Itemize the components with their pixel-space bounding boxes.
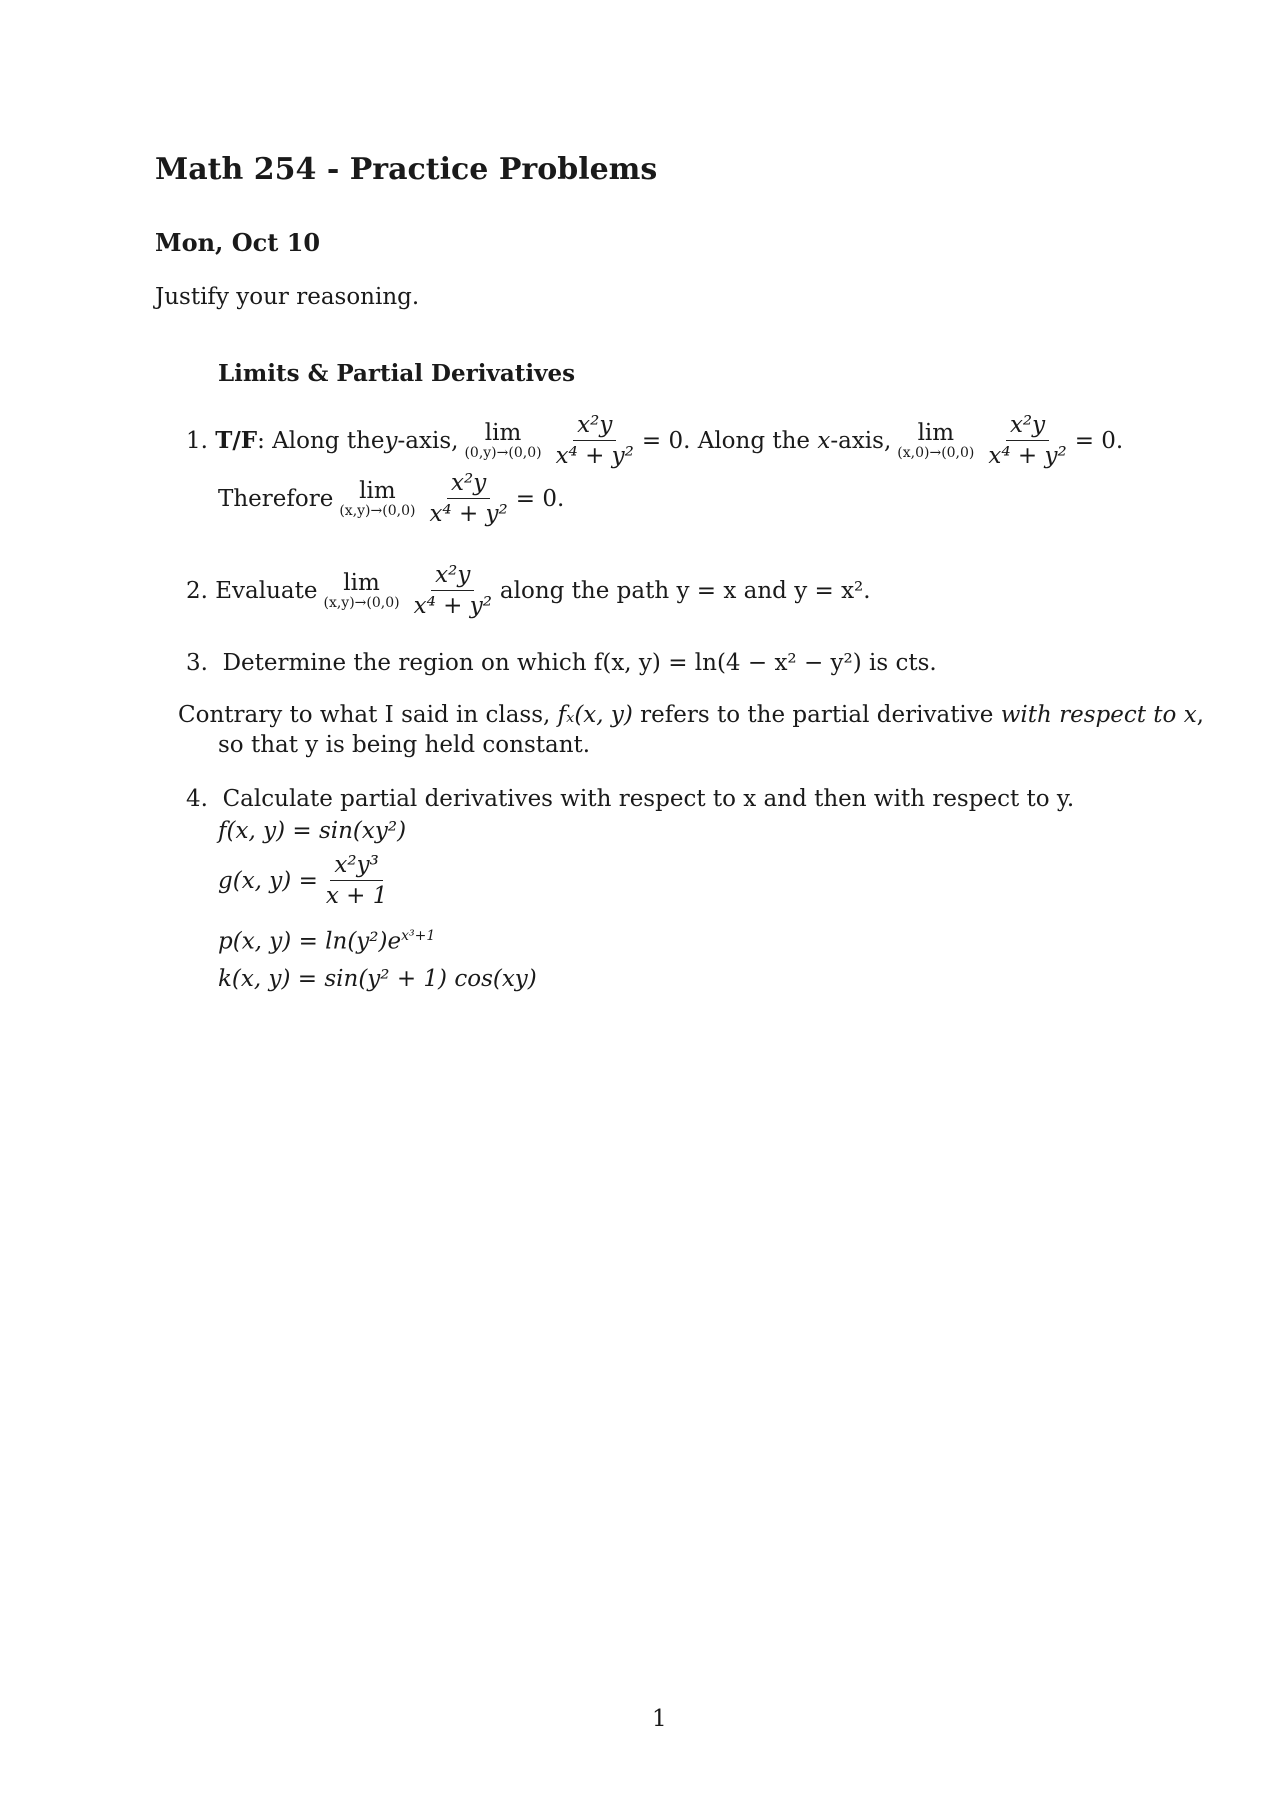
tf-label: T/F bbox=[215, 427, 258, 454]
problem-number: 4. bbox=[186, 786, 208, 812]
denominator: x⁴ + y² bbox=[988, 443, 1067, 469]
denominator: x + 1 bbox=[325, 883, 388, 909]
problem-text: Therefore bbox=[218, 485, 334, 512]
limit-expression bbox=[464, 421, 541, 461]
lim-word: lim bbox=[484, 419, 522, 446]
problem-1-line-1 bbox=[186, 412, 1123, 469]
problem-number: 3. bbox=[186, 650, 208, 676]
problem-number: 2. bbox=[186, 577, 208, 604]
fraction bbox=[410, 562, 496, 619]
note-text: , bbox=[1196, 702, 1204, 728]
problem-text: along the path y = x and y = x². bbox=[499, 577, 871, 604]
lim-subscript: (0,y)→(0,0) bbox=[464, 444, 542, 461]
date-heading: Mon, Oct 10 bbox=[155, 228, 321, 257]
numerator: x²y³ bbox=[330, 852, 382, 881]
page-number: 1 bbox=[652, 1706, 667, 1732]
numerator: x²y bbox=[431, 562, 474, 591]
fraction bbox=[552, 412, 638, 469]
exponent: x³+1 bbox=[401, 928, 436, 944]
emphasis-text: with respect to x bbox=[1000, 702, 1197, 728]
function-k: k(x, y) = sin(y² + 1) cos(xy) bbox=[218, 966, 537, 992]
problem-text: = 0. Along the bbox=[641, 427, 811, 454]
note-line-1 bbox=[178, 702, 1204, 728]
problem-text: Evaluate bbox=[215, 577, 318, 604]
lim-subscript: (x,y)→(0,0) bbox=[323, 594, 400, 611]
instruction-text: Justify your reasoning. bbox=[155, 284, 420, 310]
fraction bbox=[425, 470, 511, 527]
problem-2 bbox=[186, 562, 871, 619]
fraction bbox=[984, 412, 1070, 469]
problem-number: 1. bbox=[186, 427, 208, 454]
numerator: x²y bbox=[1006, 412, 1049, 441]
note-text: refers to the partial derivative bbox=[632, 702, 1001, 728]
math-expression: fₓ(x, y) bbox=[557, 702, 633, 728]
denominator: x⁴ + y² bbox=[555, 443, 634, 469]
problem-text: Determine the region on which f(x, y) = ln(4 − x² − y²) is cts. bbox=[222, 650, 937, 676]
function-p bbox=[218, 928, 435, 955]
math-var: x bbox=[817, 427, 831, 454]
lim-word: lim bbox=[343, 569, 380, 596]
lim-subscript: (x,0)→(0,0) bbox=[897, 444, 975, 461]
numerator: x²y bbox=[447, 470, 490, 499]
problem-text: = 0. bbox=[515, 485, 565, 512]
problem-4 bbox=[186, 786, 1074, 812]
section-heading: Limits & Partial Derivatives bbox=[218, 360, 576, 387]
limit-expression bbox=[324, 571, 400, 611]
function-expression: p(x, y) = ln(y²)e bbox=[218, 928, 402, 955]
denominator: x⁴ + y² bbox=[429, 501, 508, 527]
limit-expression bbox=[897, 421, 974, 461]
limit-expression bbox=[339, 479, 415, 519]
page-title: Math 254 - Practice Problems bbox=[155, 152, 658, 187]
problem-text: -axis, bbox=[397, 427, 459, 454]
function-lhs: g(x, y) = bbox=[218, 867, 318, 894]
problem-text: = 0. bbox=[1074, 427, 1124, 454]
lim-word: lim bbox=[917, 419, 955, 446]
numerator: x²y bbox=[573, 412, 616, 441]
fraction bbox=[322, 852, 392, 909]
note-line-2 bbox=[218, 732, 590, 758]
math-var: y bbox=[384, 427, 398, 454]
problem-3 bbox=[186, 650, 937, 676]
function-g bbox=[218, 852, 395, 909]
lim-word: lim bbox=[359, 477, 396, 504]
note-text: Contrary to what I said in class, bbox=[178, 702, 558, 728]
lim-subscript: (x,y)→(0,0) bbox=[339, 502, 416, 519]
denominator: x⁴ + y² bbox=[413, 593, 492, 619]
note-text: so that y is being held constant. bbox=[218, 732, 591, 758]
problem-text: Calculate partial derivatives with respect to x and then with respect to y. bbox=[222, 786, 1075, 812]
function-f: f(x, y) = sin(xy²) bbox=[218, 818, 407, 844]
problem-text: -axis, bbox=[830, 427, 892, 454]
problem-1-line-2 bbox=[218, 470, 564, 527]
problem-text: : Along the bbox=[257, 427, 385, 454]
